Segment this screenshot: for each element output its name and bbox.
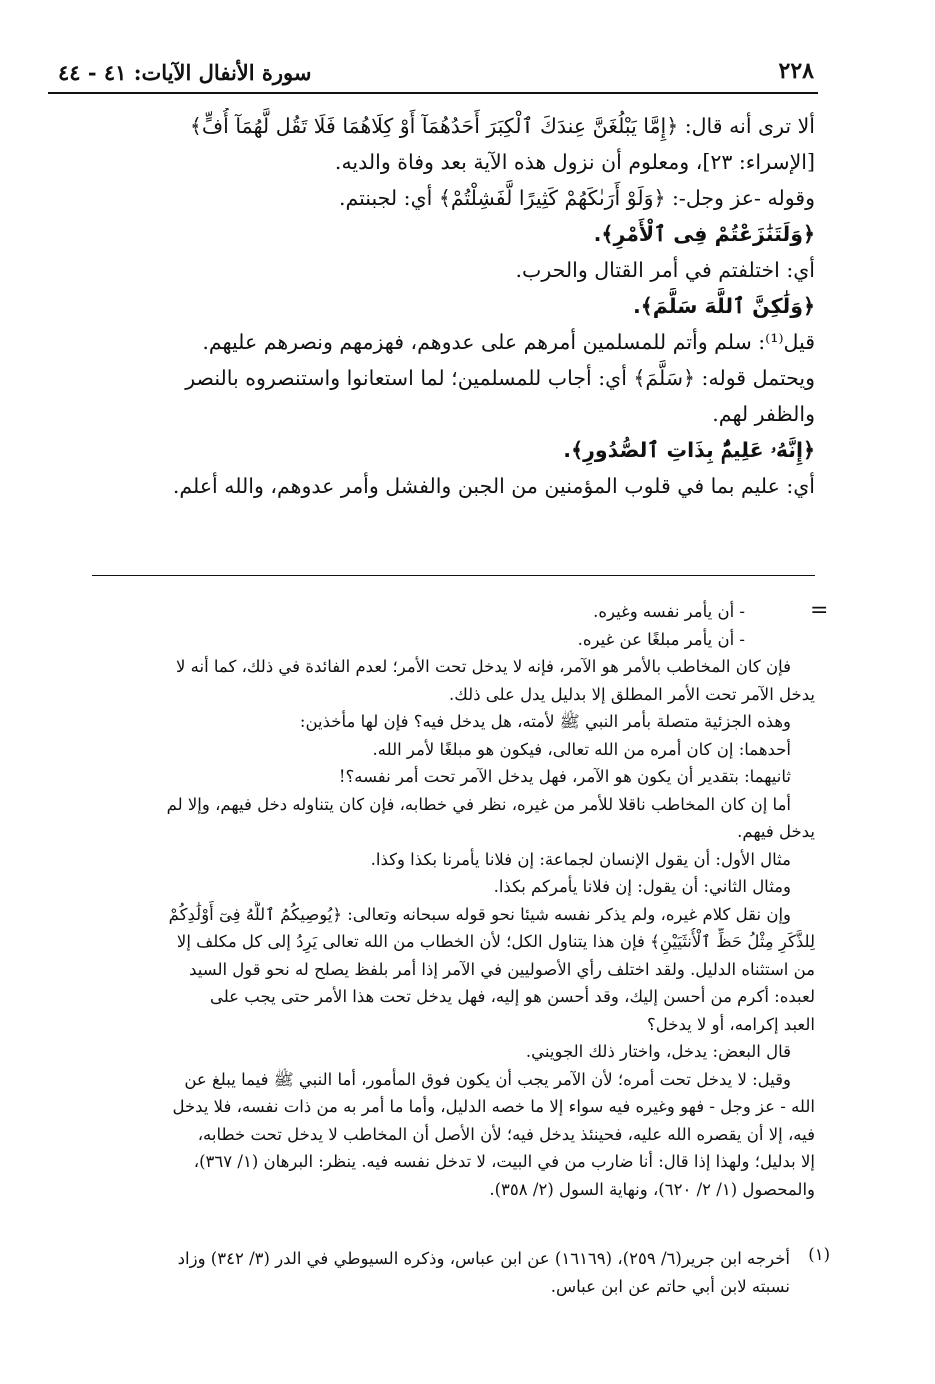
footnote-line: قال البعض: يدخل، واختار ذلك الجويني. [525,1042,791,1061]
footnote-divider [92,575,815,576]
footnote-line: - أن يأمر مبلغًا عن غيره. [577,629,745,649]
footnote-line: نسبته لابن أبي حاتم عن ابن عباس. [550,1276,790,1296]
footnote-line: من استثناه الدليل. ولقد اختلف رأي الأصوليين في الآمر إذا أمر بلفظ يصلح له نحو قول السيد [189,959,815,979]
footnote-line: وإن نقل كلام غيره، ولم يذكر نفسه شيئا نحو قوله سبحانه وتعالى: ﴿يُوصِيكُمُ ٱللَّهُ فِىٓ أَوْلَٰدِكُمْ [168,904,791,924]
footnote-line: لِلذَّكَرِ مِثْلُ حَظِّ ٱلْأُنثَيَيْنِ﴾ فإن هذا يتناول الكل؛ لأن الخطاب من الله تعالى يَرِدُ إلى كل مكلف إلا [176,932,815,951]
footnote-line: أحدهما: إن كان أمره من الله تعالى، فيكون هو مبلغًا لأمر الله. [372,739,791,759]
footnote-line: يدخل الآمر تحت الأمر المطلق إلا بدليل يدل على ذلك. [449,684,815,704]
text-line: ألا ترى أنه قال: ﴿إِمَّا يَبْلُغَنَّ عِندَكَ ٱلْكِبَرَ أَحَدُهُمَآ أَوْ كِلَاهُمَا فَلَا تَقُل لَّهُمَآ أُفٍّ﴾ [189,114,815,138]
footnote-line: وهذه الجزئية متصلة بأمر النبي ﷺ لأمته، هل يدخل فيه؟ فإن لها مأخذين: [299,712,791,731]
footnote-line: أما إن كان المخاطب ناقلا للأمر من غيره، نظر في خطابه، فإن كان يتناوله دخل فيهم، وإلا لم [166,794,791,814]
verse-line: ﴿وَلَٰكِنَّ ٱللَّهَ سَلَّمَ﴾. [632,294,815,318]
footnotes [40,598,815,1203]
footnote-line: فيه، إلا أن يقصره الله عليه، فحينئذ يدخل فيه؛ لأن الأصل أن المخاطب لا يدخل تحت خطابه، [197,1124,815,1144]
footnote-line: الله - عز وجل - فهو وغيره فيه سواء إلا ما خصه الدليل، وأما ما أمر به من ذات نفسه، فلا يدخل [172,1097,815,1116]
footnote-line: فإن كان المخاطب بالأمر هو الآمر، فإنه لا يدخل تحت الأمر؛ لعدم الفائدة في ذلك، كما أنه لا [175,657,791,676]
footnote-line: أخرجه ابن جرير(٦/ ٢٥٩)، (١٦١٦٩) عن ابن عباس، وذكره السيوطي في الدر (٣/ ٣٤٢) وزاد [177,1249,790,1268]
numbered-footnote [40,1245,830,1300]
footnote-line: لعبده: أكرم من أحسن إليك، وقد أحسن هو إليه، فهل يدخل تحت هذا الأمر حتى يجب على [209,987,815,1006]
running-title: سورة الأنفال الآيات: ٤١ - ٤٤ [58,60,312,85]
footnote-line: العبد إكرامه، أو لا يدخل؟ [647,1014,815,1034]
page-header [48,58,818,94]
footnote-line: وقيل: لا يدخل تحت أمره؛ لأن الآمر يجب أن يكون فوق المأمور، أما النبي ﷺ فيما يبلغ عن [184,1069,791,1089]
verse-line: ﴿وَلَتَنَٰزَعْتُمْ فِى ٱلْأَمْرِ﴾. [593,222,815,246]
page-number: ٢٢٨ [778,58,814,84]
text-line: ويحتمل قوله: ﴿سَلَّمَ﴾ أي: أجاب للمسلمين؛ لما استعانوا واستنصروه بالنصر [185,366,815,390]
footnote-line: ومثال الثاني: أن يقول: إن فلانا يأمركم بكذا. [493,877,791,896]
continuation-sign: = [810,598,829,623]
footnote-number: (١) [808,1245,830,1264]
footnote-line: يدخل فيهم. [737,822,815,841]
main-text [40,108,815,504]
text-line: قيل⁽¹⁾: سلم وأتم للمسلمين أمرهم على عدوهم، فهزمهم ونصرهم عليهم. [202,330,815,354]
footnote-line: - أن يأمر نفسه وغيره. [593,602,745,621]
text-line: والظفر لهم. [712,402,815,426]
footnote-line: مثال الأول: أن يقول الإنسان لجماعة: إن فلانا يأمرنا بكذا وكذا. [370,849,791,869]
footnote-line: والمحصول (١/ ٢/ ٦٢٠)، ونهاية السول (٢/ ٣٥٨). [489,1179,815,1199]
text-line: وقوله -عز وجل-: ﴿وَلَوْ أَرَىٰكَهُمْ كَثِيرًا لَّفَشِلْتُمْ﴾ أي: لجبنتم. [338,186,815,210]
verse-line: ﴿إِنَّهُۥ عَلِيمٌۢ بِذَاتِ ٱلصُّدُورِ﴾. [563,438,815,462]
footnote-line: إلا بدليل؛ ولهذا إذا قال: أنا ضارب من في البيت، لا تدخل نفسه فيه. ينظر: البرهان (١/ ٣٦٧)، [193,1152,815,1171]
text-line: أي: اختلفتم في أمر القتال والحرب. [515,258,815,282]
text-line: [الإسراء: ٢٣]، ومعلوم أن نزول هذه الآية بعد وفاة والديه. [334,150,815,174]
text-line: أي: عليم بما في قلوب المؤمنين من الجبن والفشل وأمر عدوهم، والله أعلم. [172,474,815,498]
footnote-line: ثانيهما: بتقدير أن يكون هو الآمر، فهل يدخل الآمر تحت أمر نفسه؟! [338,767,791,786]
